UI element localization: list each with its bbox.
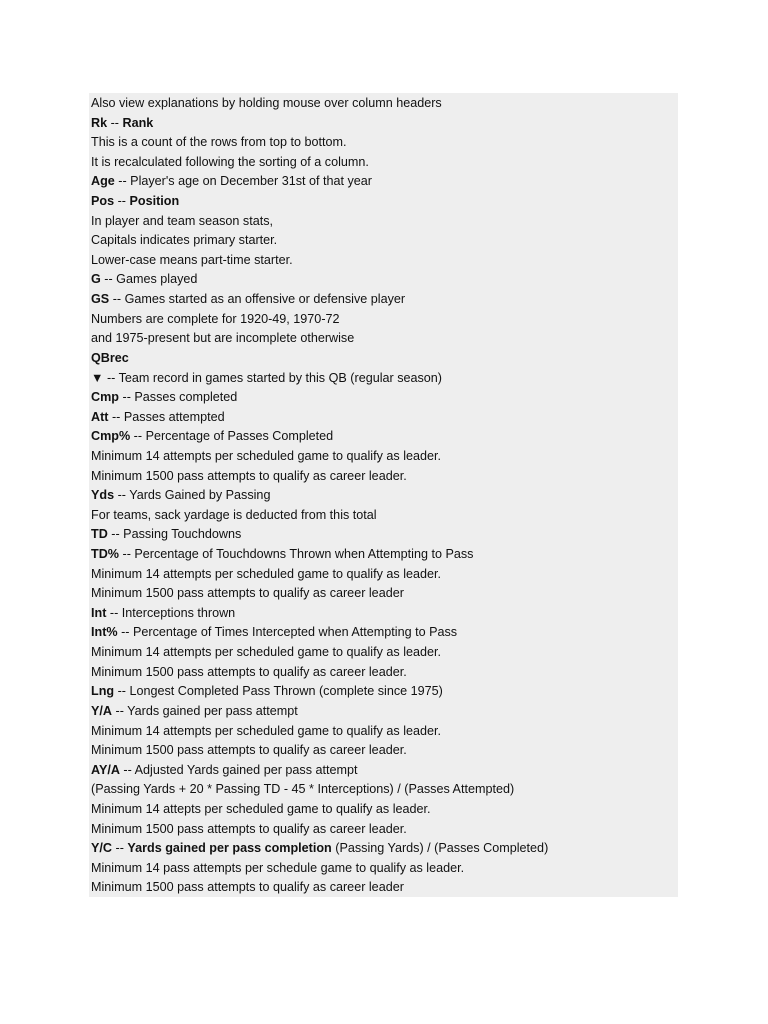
- glossary-line: [91, 153, 678, 173]
- glossary-line: [91, 545, 678, 565]
- glossary-text: --: [112, 841, 128, 856]
- glossary-line: [91, 290, 678, 310]
- glossary-term: Int%: [91, 625, 118, 640]
- glossary-text: It is recalculated following the sorting of a column.: [91, 154, 369, 169]
- glossary-text: Minimum 1500 pass attempts to qualify as career leader.: [91, 468, 407, 483]
- glossary-text: For teams, sack yardage is deducted from this total: [91, 507, 377, 522]
- glossary-line: [91, 663, 678, 683]
- glossary-term: Y/C: [91, 841, 112, 856]
- glossary-term: Age: [91, 174, 115, 189]
- glossary-text: Minimum 1500 pass attempts to qualify as career leader.: [91, 664, 407, 679]
- glossary-text: Capitals indicates primary starter.: [91, 233, 278, 248]
- glossary-line: [91, 800, 678, 820]
- glossary-text: -- Passes attempted: [108, 409, 225, 424]
- glossary-line: [91, 270, 678, 290]
- glossary-text: Minimum 1500 pass attempts to qualify as career leader.: [91, 821, 407, 836]
- glossary-text: Minimum 1500 pass attempts to qualify as career leader.: [91, 743, 407, 758]
- glossary-line: [91, 839, 678, 859]
- glossary-line: [91, 94, 678, 114]
- glossary-text: -- Adjusted Yards gained per pass attempt: [119, 762, 358, 777]
- glossary-term: GS: [91, 292, 110, 307]
- glossary-line: [91, 408, 678, 428]
- glossary-term: Y/A: [91, 703, 112, 718]
- glossary-line: [91, 467, 678, 487]
- glossary-line: [91, 780, 678, 800]
- glossary-text: (Passing Yards + 20 * Passing TD - 45 * Interceptions) / (Passes Attempted): [91, 782, 515, 797]
- glossary-line: [91, 192, 678, 212]
- glossary-term: Lng: [91, 684, 115, 699]
- glossary-line: [91, 604, 678, 624]
- glossary-line: [91, 212, 678, 232]
- glossary-term: TD: [91, 527, 108, 542]
- glossary-text: -- Interceptions thrown: [106, 605, 236, 620]
- glossary-text: Minimum 14 attempts per scheduled game to qualify as leader.: [91, 566, 442, 581]
- glossary-line: [91, 369, 678, 389]
- glossary-text: and 1975-present but are incomplete otherwise: [91, 331, 355, 346]
- glossary-line: [91, 329, 678, 349]
- glossary-line: [91, 349, 678, 369]
- glossary-text: -- Percentage of Passes Completed: [130, 429, 334, 444]
- glossary-term: Cmp: [91, 390, 119, 405]
- glossary-line: [91, 584, 678, 604]
- glossary-line: [91, 702, 678, 722]
- glossary-term: G: [91, 272, 101, 287]
- glossary-text: -- Yards gained per pass attempt: [112, 703, 298, 718]
- glossary-text: Minimum 1500 pass attempts to qualify as career leader: [91, 586, 404, 601]
- glossary-term: Cmp%: [91, 429, 131, 444]
- glossary-line: [91, 506, 678, 526]
- glossary-text: Minimum 1500 pass attempts to qualify as career leader: [91, 880, 404, 895]
- glossary-text: Minimum 14 attempts per scheduled game to qualify as leader.: [91, 723, 442, 738]
- glossary-text: Minimum 14 pass attempts per schedule game to qualify as leader.: [91, 860, 465, 875]
- glossary-line: [91, 114, 678, 134]
- glossary-line: [91, 643, 678, 663]
- glossary-text: In player and team season stats,: [91, 213, 274, 228]
- glossary-line: [91, 427, 678, 447]
- glossary-line: [91, 388, 678, 408]
- glossary-line: [91, 878, 678, 898]
- glossary-line: [91, 251, 678, 271]
- glossary-term: Rk: [91, 115, 108, 130]
- glossary-text: (Passing Yards) / (Passes Completed): [331, 841, 549, 856]
- glossary-text: -- Percentage of Times Intercepted when Attempting to Pass: [117, 625, 458, 640]
- glossary-text: -- Passing Touchdowns: [107, 527, 242, 542]
- glossary-term: Att: [91, 409, 109, 424]
- glossary-line: [91, 741, 678, 761]
- glossary-term: Yds: [91, 488, 115, 503]
- glossary-line: [91, 761, 678, 781]
- glossary-line: [91, 486, 678, 506]
- glossary-line: [91, 623, 678, 643]
- glossary-term: Rank: [122, 115, 154, 130]
- glossary-text: -- Games played: [100, 272, 198, 287]
- glossary-text: -- Player's age on December 31st of that year: [114, 174, 372, 189]
- glossary-term: Position: [129, 194, 180, 209]
- glossary-term: TD%: [91, 547, 119, 562]
- glossary-term: AY/A: [91, 762, 120, 777]
- glossary-panel: [89, 93, 678, 897]
- glossary-text: -- Longest Completed Pass Thrown (complete since 1975): [114, 684, 443, 699]
- glossary-term: QBrec: [91, 350, 129, 365]
- glossary-line: [91, 525, 678, 545]
- glossary-line: [91, 447, 678, 467]
- glossary-term: Pos: [91, 194, 115, 209]
- glossary-line: [91, 231, 678, 251]
- glossary-text: Lower-case means part-time starter.: [91, 252, 293, 267]
- glossary-text: -- Passes completed: [119, 390, 238, 405]
- glossary-term: Int: [91, 605, 107, 620]
- glossary-term: Yards gained per pass completion: [127, 841, 332, 856]
- glossary-text: Numbers are complete for 1920-49, 1970-72: [91, 311, 340, 326]
- glossary-line: [91, 172, 678, 192]
- glossary-line: [91, 859, 678, 879]
- glossary-text: --: [114, 194, 130, 209]
- glossary-text: Minimum 14 attepts per scheduled game to qualify as leader.: [91, 801, 431, 816]
- glossary-line: [91, 565, 678, 585]
- glossary-line: [91, 820, 678, 840]
- glossary-text: Also view explanations by holding mouse over column headers: [91, 96, 442, 110]
- glossary-line: [91, 682, 678, 702]
- glossary-text: -- Games started as an offensive or defensive player: [109, 292, 406, 307]
- glossary-text: ▼ -- Team record in games started by this QB (regular season): [91, 370, 443, 385]
- glossary-line: [91, 310, 678, 330]
- glossary-text: --: [107, 115, 123, 130]
- glossary-text: -- Yards Gained by Passing: [114, 488, 271, 503]
- glossary-line: [91, 133, 678, 153]
- glossary-text: Minimum 14 attempts per scheduled game to qualify as leader.: [91, 448, 442, 463]
- glossary-text: This is a count of the rows from top to bottom.: [91, 135, 347, 150]
- glossary-line: [91, 722, 678, 742]
- glossary-text: Minimum 14 attempts per scheduled game to qualify as leader.: [91, 645, 442, 660]
- glossary-text: -- Percentage of Touchdowns Thrown when Attempting to Pass: [119, 547, 474, 562]
